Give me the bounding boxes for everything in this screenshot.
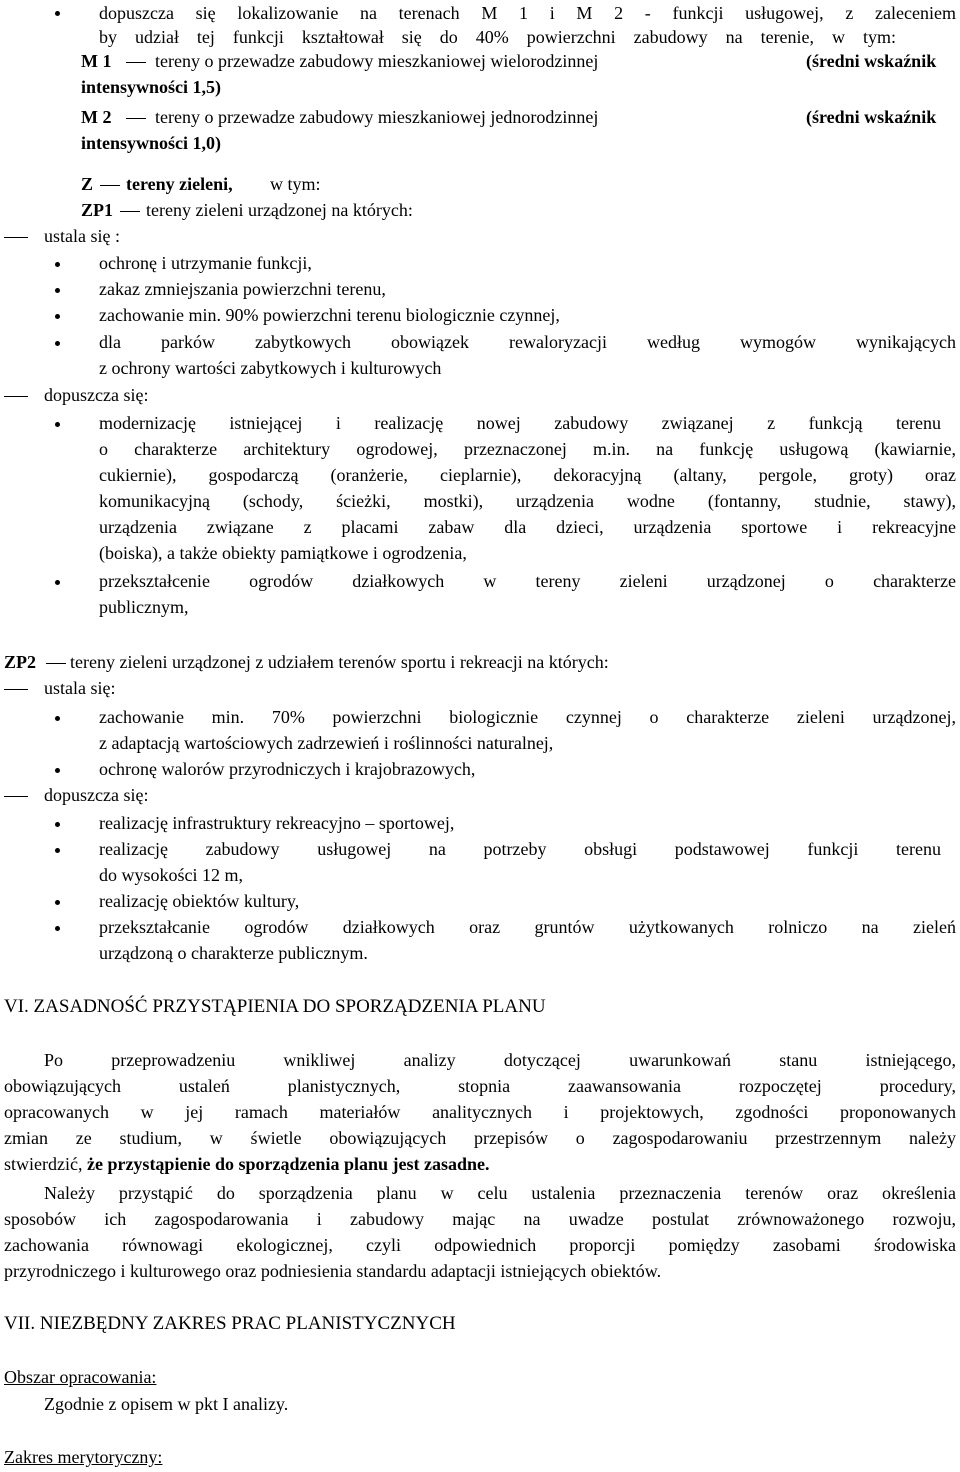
zp2-code: ZP2 bbox=[4, 652, 37, 672]
text-line: przyrodniczego i kulturowego oraz podniesienia standardu adaptacji istniejących obiektów. bbox=[4, 1261, 662, 1281]
text-line: Zgodnie z opisem w pkt I analizy. bbox=[44, 1394, 289, 1414]
m2-desc: tereny o przewadze zabudowy mieszkaniowej jednorodzinnej bbox=[155, 107, 599, 127]
text-line: dla parków zabytkowych obowiązek rewaloryzacji według wymogów wynikających bbox=[99, 332, 956, 352]
text-line: z ochrony wartości zabytkowych i kulturowych bbox=[99, 358, 442, 378]
z-code: Z bbox=[81, 174, 94, 194]
text-line: by udział tej funkcji kształtował się do 40% powierzchni zabudowy na terenie, w tym: bbox=[99, 27, 896, 47]
list-item: realizację obiektów kultury, bbox=[99, 891, 300, 911]
dash bbox=[100, 185, 120, 186]
bullet bbox=[55, 580, 60, 585]
bullet bbox=[55, 822, 60, 827]
text-line: publicznym, bbox=[99, 597, 189, 617]
text-line: urządzoną o charakterze publicznym. bbox=[99, 943, 368, 963]
text-line: opracowanych w jej ramach materiałów analitycznych i projektowych, zgodności proponowanych bbox=[4, 1102, 956, 1122]
text-line: realizację zabudowy usługowej na potrzeby obsługi podstawowej funkcji terenu bbox=[99, 839, 941, 859]
z-suffix: w tym: bbox=[270, 174, 321, 194]
zp2-label: tereny zieleni urządzonej z udziałem terenów sportu i rekreacji na których: bbox=[70, 652, 609, 672]
text-line: do wysokości 12 m, bbox=[99, 865, 243, 885]
text-line: (boiska), a także obiekty pamiątkowe i ogrodzenia, bbox=[99, 543, 467, 563]
text-line: Należy przystąpić do sporządzenia planu w celu ustalenia przeznaczenia terenów oraz określenia bbox=[44, 1183, 956, 1203]
bullet bbox=[55, 768, 60, 773]
text-line: sposobów ich zagospodarowania i zabudowy mając na uwadze postulat zrównoważonego rozwoju, bbox=[4, 1209, 956, 1229]
text-line: obowiązujących ustaleń planistycznych, stopnia zaawansowania rozpoczętej procedury, bbox=[4, 1076, 956, 1096]
text-line: przekształcenie ogrodów działkowych w tereny zieleni urządzonej o charakterze bbox=[99, 571, 956, 591]
text-line: przekształcanie ogrodów działkowych oraz gruntów użytkowanych rolniczo na zieleń bbox=[99, 917, 956, 937]
zp1-label: tereny zieleni urządzonej na których: bbox=[146, 200, 413, 220]
dash bbox=[4, 396, 28, 397]
text-line: z adaptacją wartościowych zadrzewień i roślinności naturalnej, bbox=[99, 733, 554, 753]
text-line: zachowanie min. 70% powierzchni biologicznie czynnej o charakterze zieleni urządzonej, bbox=[99, 707, 956, 727]
text-line: urządzenia związane z placami zabaw dla dzieci, urządzenia sportowe i rekreacyjne bbox=[99, 517, 956, 537]
list-item: ochronę walorów przyrodniczych i krajobrazowych, bbox=[99, 759, 476, 779]
bullet bbox=[55, 262, 60, 267]
section-heading: VI. ZASADNOŚĆ PRZYSTĄPIENIA DO SPORZĄDZENIA PLANU bbox=[4, 996, 546, 1017]
text-plain: stwierdzić, bbox=[4, 1154, 83, 1174]
dash bbox=[4, 237, 28, 238]
conclusion: że przystąpienie do sporządzenia planu jest zasadne. bbox=[86, 1154, 490, 1174]
text-line bbox=[4, 1151, 489, 1177]
list-item: ochronę i utrzymanie funkcji, bbox=[99, 253, 312, 273]
bullet bbox=[55, 288, 60, 293]
text-line: modernizację istniejącej i realizację nowej zabudowy związanej z funkcją terenu bbox=[99, 413, 941, 433]
text-line: komunikacyjną (schody, ścieżki, mostki), urządzenia wodne (fontanny, studnie, stawy), bbox=[99, 491, 956, 511]
zp2-dopuszcza: dopuszcza się: bbox=[44, 785, 149, 805]
text-line: cukiernie), gospodarczą (oranżerie, cieplarnie), dekoracyjną (altany, pergole, groty) oraz bbox=[99, 465, 956, 485]
dash bbox=[46, 663, 66, 664]
z-label: tereny zieleni, bbox=[126, 174, 233, 194]
text-line: Po przeprowadzeniu wnikliwej analizy dotyczącej uwarunkowań stanu istniejącego, bbox=[44, 1050, 956, 1070]
m1-code: M 1 bbox=[81, 51, 112, 71]
bullet bbox=[55, 11, 60, 16]
zp1-ustala: ustala się : bbox=[44, 226, 120, 246]
zp1-dopuszcza: dopuszcza się: bbox=[44, 385, 149, 405]
subheading: Zakres merytoryczny: bbox=[4, 1447, 163, 1467]
dash bbox=[4, 796, 28, 797]
m1-desc: tereny o przewadze zabudowy mieszkaniowej wielorodzinnej bbox=[155, 51, 599, 71]
zp2-ustala: ustala się: bbox=[44, 678, 116, 698]
text-line: zmian ze studium, w świetle obowiązujących przepisów o zagospodarowaniu przestrzennym należy bbox=[4, 1128, 956, 1148]
m1-index: (średni wskaźnik bbox=[806, 51, 937, 71]
dash bbox=[126, 118, 146, 119]
dash bbox=[4, 689, 28, 690]
dash bbox=[126, 62, 146, 63]
section-heading: VII. NIEZBĘDNY ZAKRES PRAC PLANISTYCZNYCH bbox=[4, 1313, 456, 1334]
subheading: Obszar opracowania: bbox=[4, 1367, 157, 1387]
bullet bbox=[55, 341, 60, 346]
bullet bbox=[55, 848, 60, 853]
m2-index-cont: intensywności 1,0) bbox=[81, 133, 222, 153]
bullet bbox=[55, 314, 60, 319]
text-line: dopuszcza się lokalizowanie na terenach M 1 i M 2 - funkcji usługowej, z zaleceniem bbox=[99, 3, 956, 23]
list-item: realizację infrastruktury rekreacyjno – sportowej, bbox=[99, 813, 455, 833]
m2-code: M 2 bbox=[81, 107, 112, 127]
list-item: zakaz zmniejszania powierzchni terenu, bbox=[99, 279, 386, 299]
bullet bbox=[55, 900, 60, 905]
dash bbox=[120, 211, 140, 212]
list-item: zachowanie min. 90% powierzchni terenu biologicznie czynnej, bbox=[99, 305, 560, 325]
bullet bbox=[55, 926, 60, 931]
text-line: o charakterze architektury ogrodowej, przeznaczonej m.in. na funkcję usługową (kawiarnie, bbox=[99, 439, 956, 459]
bullet bbox=[55, 716, 60, 721]
bullet bbox=[55, 422, 60, 427]
m1-index-cont: intensywności 1,5) bbox=[81, 77, 222, 97]
zp1-code: ZP1 bbox=[81, 200, 114, 220]
m2-index: (średni wskaźnik bbox=[806, 107, 937, 127]
text-line: zachowania równowagi ekologicznej, czyli odpowiednich proporcji pomiędzy zasobami środowiska bbox=[4, 1235, 956, 1255]
